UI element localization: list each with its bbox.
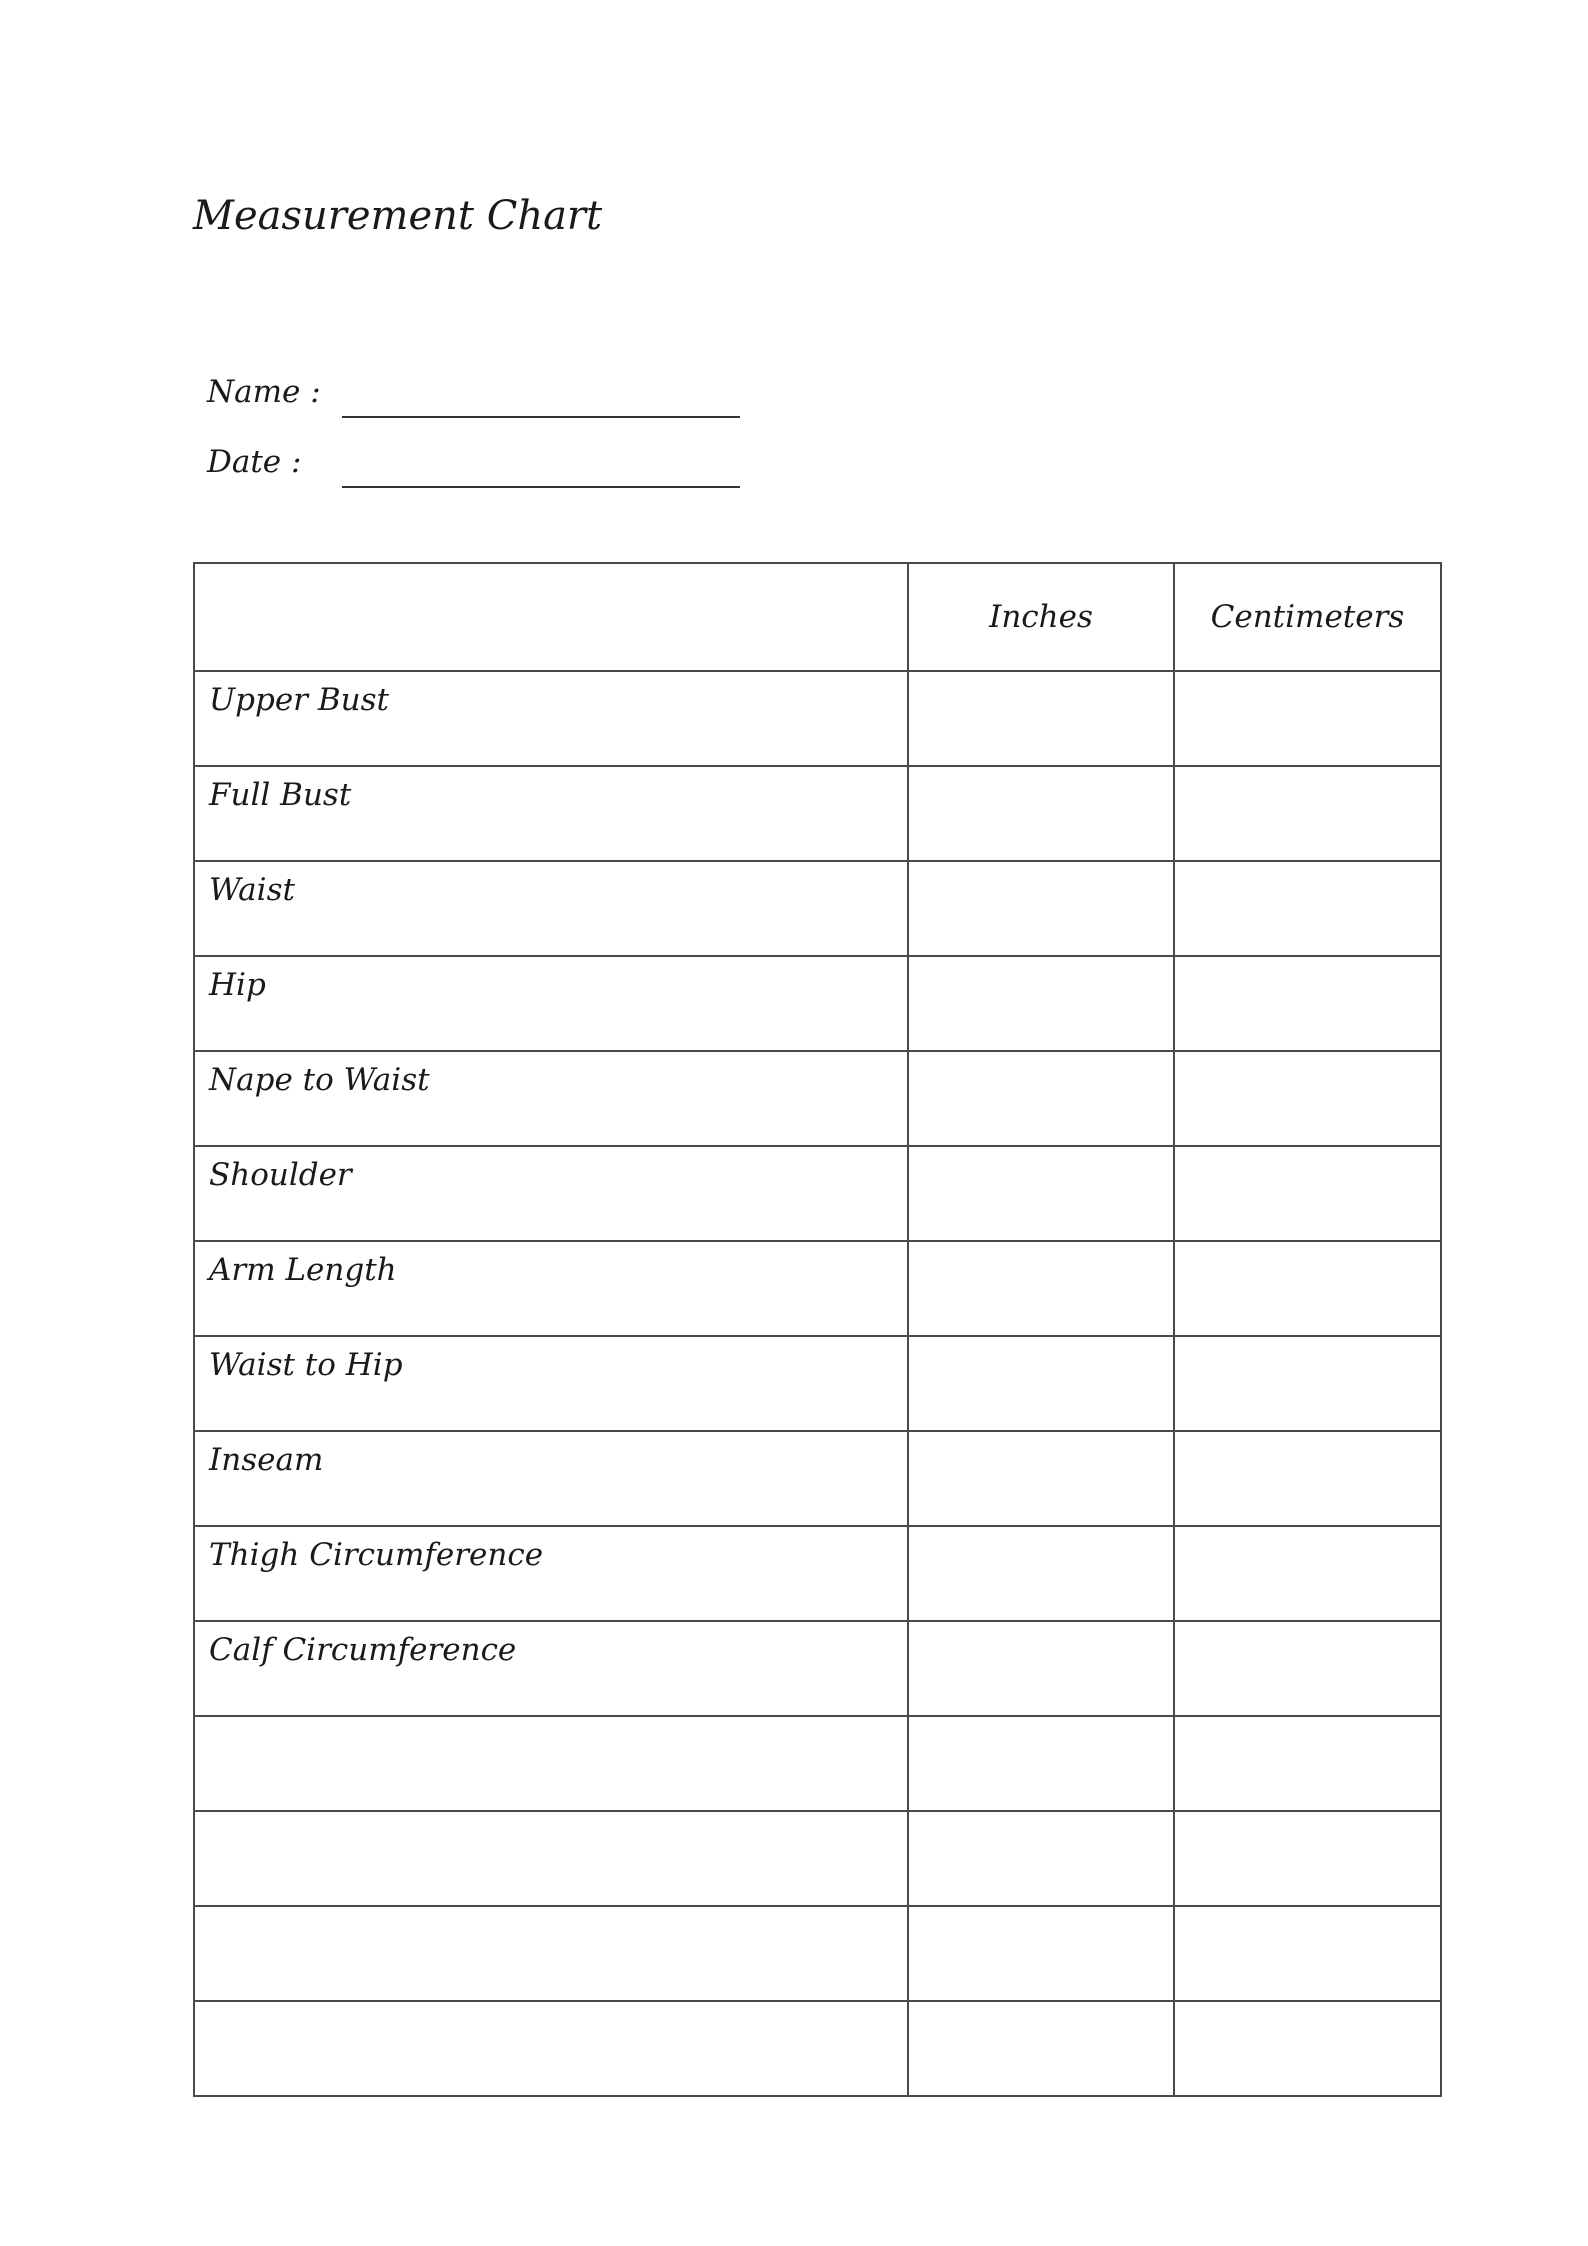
table-row (194, 1621, 1441, 1716)
centimeters-cell[interactable] (1174, 1906, 1441, 2001)
inches-cell[interactable] (908, 766, 1174, 861)
row-label[interactable] (194, 1716, 908, 1811)
measurement-table (193, 562, 1442, 2097)
inches-cell[interactable] (908, 956, 1174, 1051)
inches-cell[interactable] (908, 1146, 1174, 1241)
centimeters-cell[interactable] (1174, 2001, 1441, 2096)
header-inches: Inches (908, 563, 1174, 671)
table-row (194, 2001, 1441, 2096)
row-label[interactable] (194, 2001, 908, 2096)
centimeters-cell[interactable] (1174, 1146, 1441, 1241)
centimeters-cell[interactable] (1174, 1621, 1441, 1716)
inches-cell[interactable] (908, 1811, 1174, 1906)
table-row (194, 1241, 1441, 1336)
centimeters-cell[interactable] (1174, 956, 1441, 1051)
table-row (194, 1336, 1441, 1431)
centimeters-cell[interactable] (1174, 1526, 1441, 1621)
table-row (194, 1906, 1441, 2001)
date-blank-line[interactable] (342, 486, 740, 488)
inches-cell[interactable] (908, 1051, 1174, 1146)
inches-cell[interactable] (908, 1241, 1174, 1336)
table-row (194, 1716, 1441, 1811)
row-label[interactable] (194, 1906, 908, 2001)
date-label: Date : (207, 444, 302, 480)
inches-cell[interactable] (908, 1621, 1174, 1716)
inches-cell[interactable] (908, 1336, 1174, 1431)
centimeters-cell[interactable] (1174, 1241, 1441, 1336)
table-row (194, 861, 1441, 956)
table-row (194, 766, 1441, 861)
table-row (194, 956, 1441, 1051)
row-label: Calf Circumference (194, 1621, 908, 1716)
row-label: Nape to Waist (194, 1051, 908, 1146)
table-header-row (194, 563, 1441, 671)
page-title: Measurement Chart (193, 193, 603, 239)
inches-cell[interactable] (908, 1906, 1174, 2001)
table-row (194, 1051, 1441, 1146)
centimeters-cell[interactable] (1174, 1431, 1441, 1526)
centimeters-cell[interactable] (1174, 861, 1441, 956)
name-blank-line[interactable] (342, 416, 740, 418)
inches-cell[interactable] (908, 1526, 1174, 1621)
inches-cell[interactable] (908, 671, 1174, 766)
inches-cell[interactable] (908, 861, 1174, 956)
inches-cell[interactable] (908, 1431, 1174, 1526)
centimeters-cell[interactable] (1174, 766, 1441, 861)
inches-cell[interactable] (908, 1716, 1174, 1811)
table-row (194, 671, 1441, 766)
row-label: Hip (194, 956, 908, 1051)
header-centimeters: Centimeters (1174, 563, 1441, 671)
row-label: Waist to Hip (194, 1336, 908, 1431)
centimeters-cell[interactable] (1174, 671, 1441, 766)
row-label: Inseam (194, 1431, 908, 1526)
name-label: Name : (207, 374, 321, 410)
row-label: Upper Bust (194, 671, 908, 766)
date-field (207, 444, 747, 494)
row-label: Waist (194, 861, 908, 956)
inches-cell[interactable] (908, 2001, 1174, 2096)
table-row (194, 1811, 1441, 1906)
name-field (207, 374, 747, 424)
table-row (194, 1146, 1441, 1241)
row-label[interactable] (194, 1811, 908, 1906)
centimeters-cell[interactable] (1174, 1051, 1441, 1146)
centimeters-cell[interactable] (1174, 1811, 1441, 1906)
row-label: Full Bust (194, 766, 908, 861)
header-measurement (194, 563, 908, 671)
centimeters-cell[interactable] (1174, 1336, 1441, 1431)
row-label: Thigh Circumference (194, 1526, 908, 1621)
row-label: Shoulder (194, 1146, 908, 1241)
centimeters-cell[interactable] (1174, 1716, 1441, 1811)
table-row (194, 1431, 1441, 1526)
table-row (194, 1526, 1441, 1621)
row-label: Arm Length (194, 1241, 908, 1336)
